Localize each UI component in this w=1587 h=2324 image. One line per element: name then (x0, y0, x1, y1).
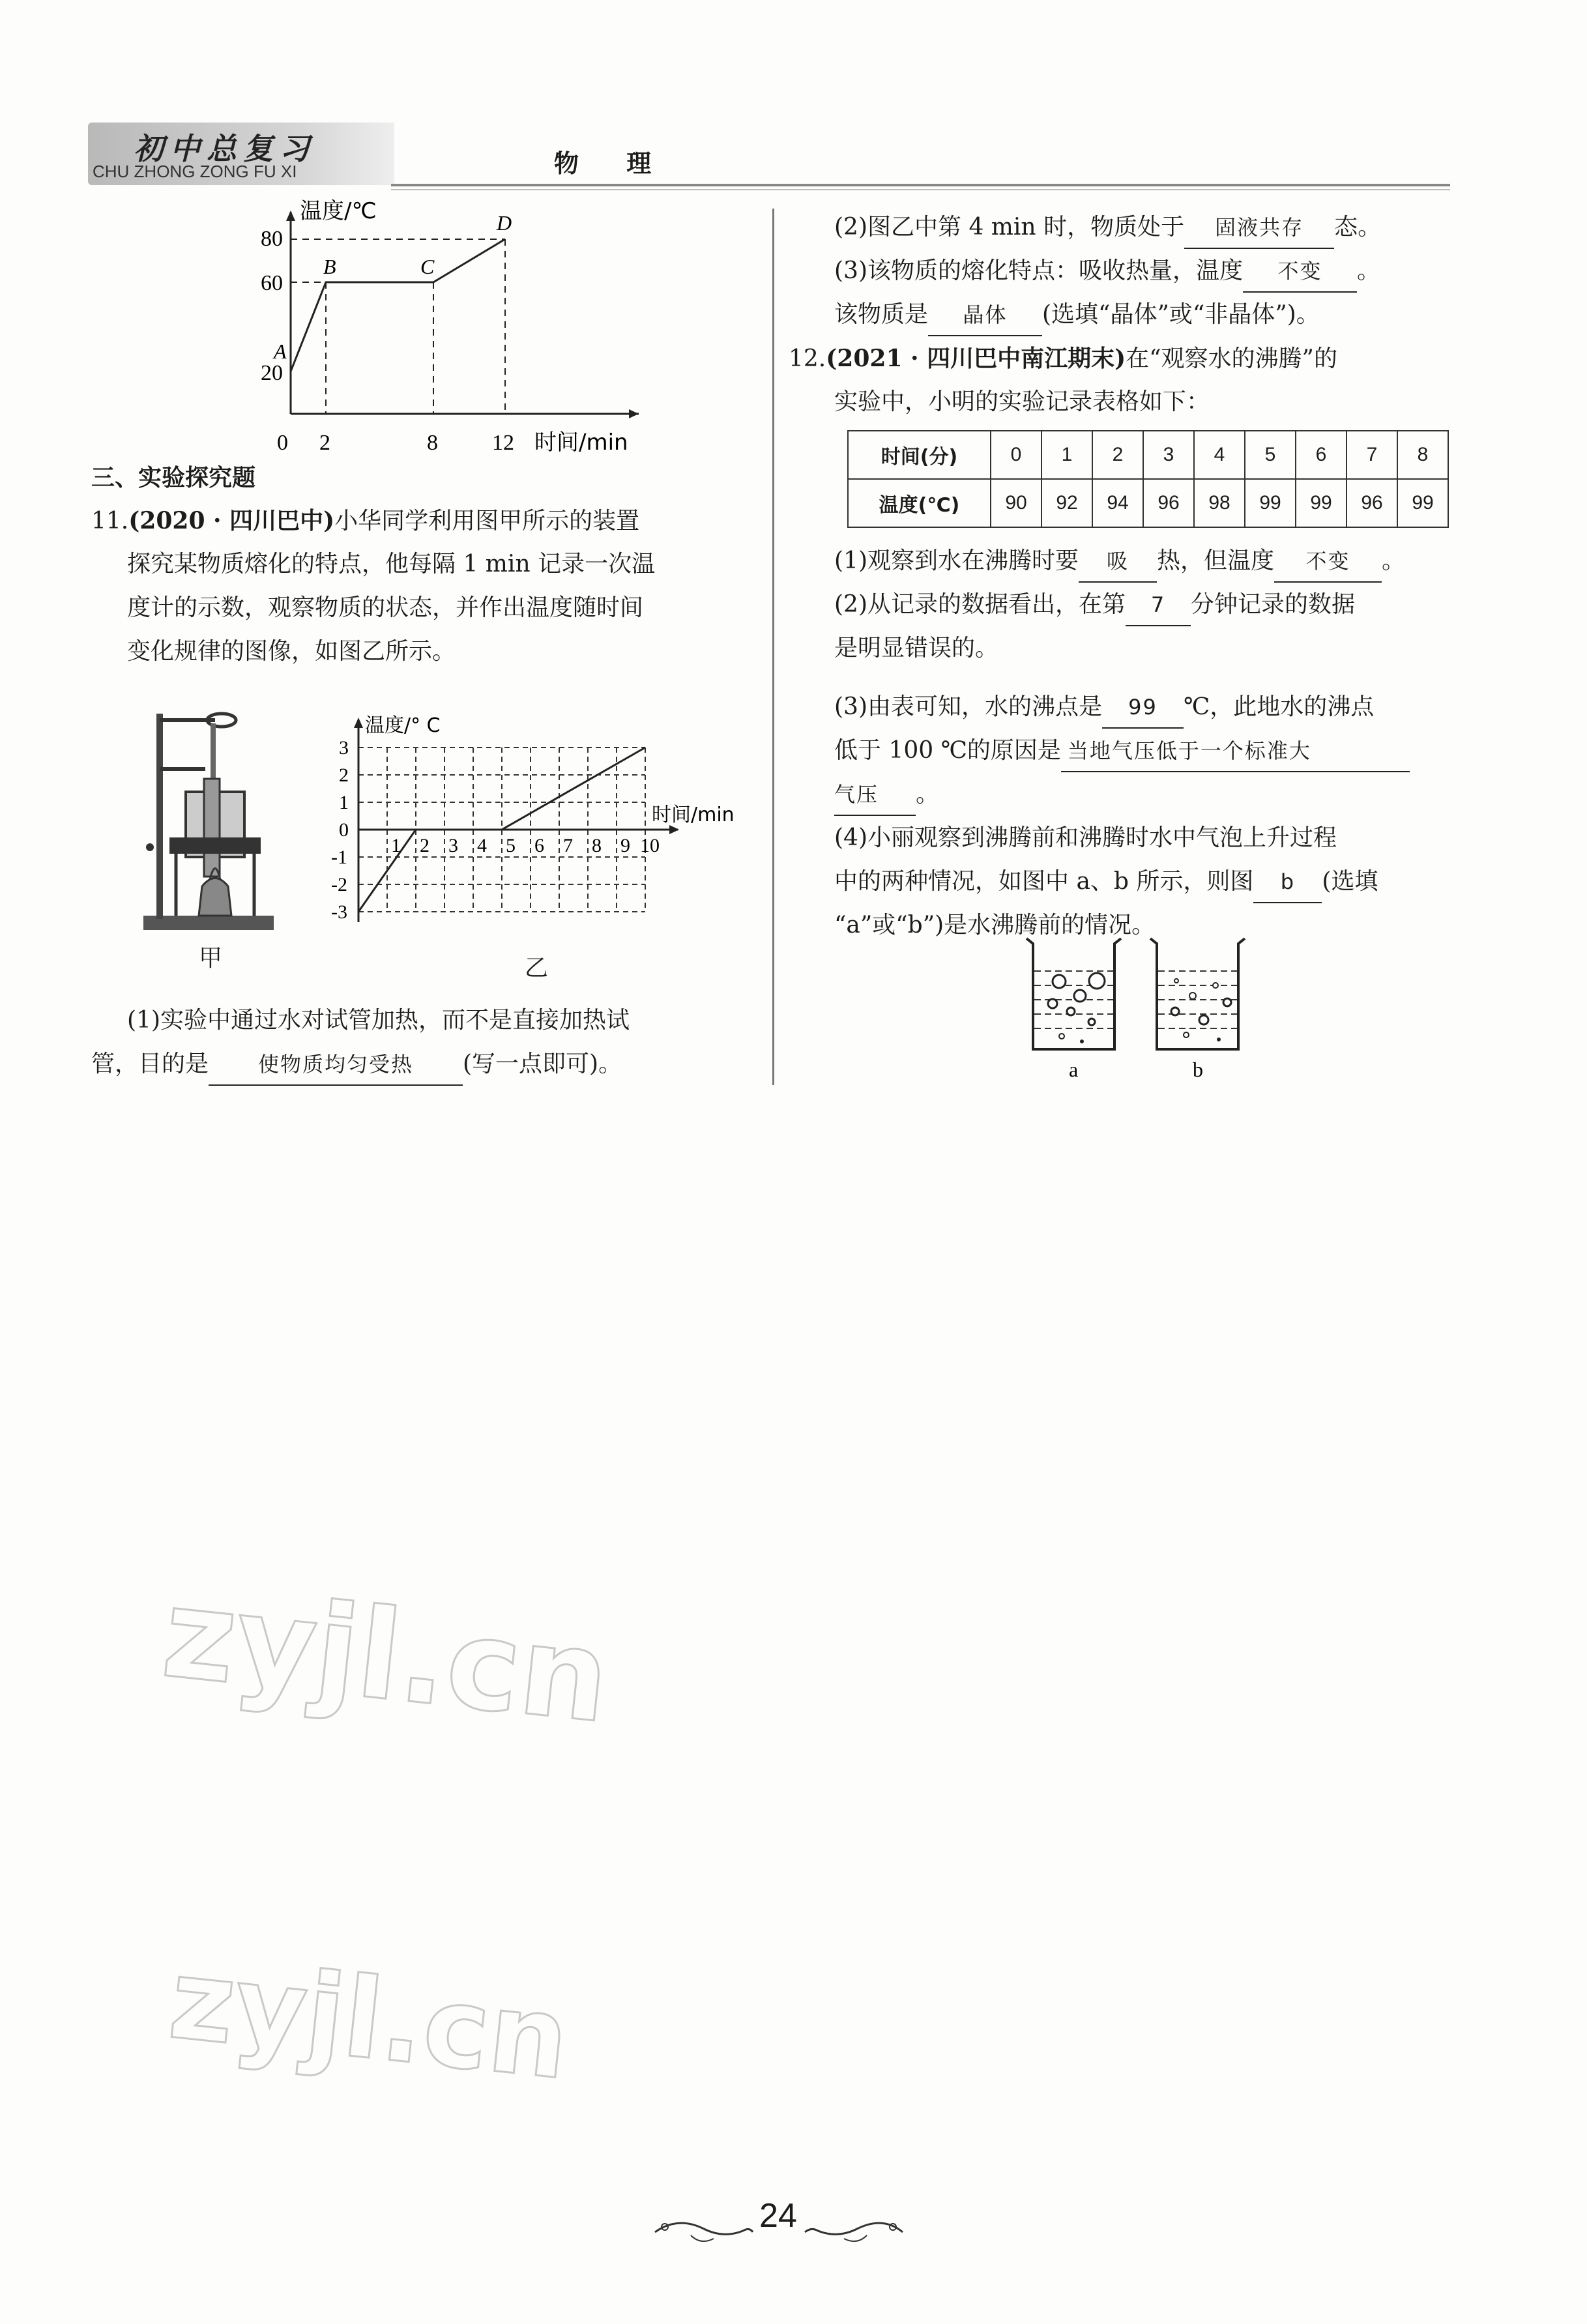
q12-part1-tail: 。 (1382, 547, 1406, 574)
x-tick-2: 2 (420, 835, 430, 856)
q12-part3-prompt: (3)由表可知，水的沸点是 (834, 693, 1102, 720)
table-cell: 99 (1296, 479, 1347, 527)
q12-part4-line2 (834, 862, 1378, 903)
header-rule-thin (391, 189, 1450, 190)
table-cell: 3 (1143, 431, 1194, 479)
watermark: zyjl.cn (156, 1560, 616, 1751)
q11-line-2: 探究某物质熔化的特点，他每隔 1 min 记录一次温 (127, 551, 656, 577)
table-header-temperature: 温度(℃) (848, 479, 991, 527)
x-tick-8: 8 (427, 431, 438, 455)
q12-part2-answer: 7 (1126, 585, 1191, 626)
x-tick-5: 5 (506, 835, 516, 856)
axis-title-x: 时间/min (652, 804, 735, 826)
x-tick-4: 4 (477, 835, 487, 856)
y-tick-3: 3 (339, 737, 349, 759)
q11-part1-line2 (91, 1044, 622, 1086)
x-tick-9: 9 (620, 835, 630, 856)
table-cell: 96 (1143, 479, 1194, 527)
subject-label: 物 理 (554, 149, 671, 178)
q12-number: 12. (789, 345, 826, 372)
q12-part2-prompt: (2)从记录的数据看出，在第 (834, 591, 1126, 618)
table-cell: 94 (1092, 479, 1143, 527)
q12-data-table (847, 430, 1449, 528)
q11-part2 (834, 207, 1381, 249)
q11-part1-tail: (写一点即可)。 (463, 1051, 622, 1077)
watermark: zyjl.cn (164, 1934, 575, 2105)
point-B: B (323, 255, 336, 278)
table-header-time: 时间(分) (848, 431, 991, 479)
q12-part4-tail: (选填 (1322, 868, 1378, 895)
q11-part3-prompt: (3)该物质的熔化特点：吸收热量，温度 (834, 257, 1243, 284)
q11-part3b-answer: 晶体 (928, 295, 1042, 336)
x-tick-6: 6 (534, 835, 544, 856)
x-tick-3: 3 (448, 835, 458, 856)
q12-part3 (834, 687, 1374, 729)
q12-line-1 (789, 338, 1337, 379)
table-cell: 2 (1092, 431, 1143, 479)
figure-label-yi: 乙 (525, 955, 549, 981)
q12-part4-answer: b (1253, 862, 1322, 903)
table-cell: 99 (1397, 479, 1448, 527)
q11-part3-tail: 。 (1357, 257, 1381, 284)
q11-part2-tail: 态。 (1334, 214, 1382, 240)
table-cell: 98 (1194, 479, 1245, 527)
q11-part3b (834, 295, 1320, 336)
table-row-temperature (848, 479, 1448, 527)
q12-part2b: 是明显错误的。 (834, 635, 999, 661)
axis-title-x: 时间/min (534, 429, 628, 456)
x-tick-12: 12 (492, 431, 514, 455)
table-cell: 7 (1347, 431, 1397, 479)
page-number: 24 (759, 2197, 797, 2235)
beaker-label-b: b (1193, 1058, 1203, 1081)
q11-number: 11. (91, 508, 129, 534)
q12-line-2: 实验中，小明的实验记录表格如下： (834, 388, 1210, 415)
y-tick-0: 0 (339, 819, 349, 841)
x-tick-0: 0 (277, 431, 288, 455)
q12-part1-answer: 吸 (1079, 541, 1157, 583)
q11-line-3: 度计的示数，观察物质的状态，并作出温度随时间 (127, 594, 644, 621)
beaker-a (1026, 938, 1121, 1049)
table-row-time (848, 431, 1448, 479)
q12-part3b-answer: 当地气压低于一个标准大 (1061, 731, 1410, 772)
q12-part3b-prompt: 低于 100 ℃的原因是 (834, 737, 1061, 764)
point-A: A (274, 340, 287, 363)
q12-part3c (834, 774, 939, 816)
q12-part3c-answer: 气压 (834, 774, 916, 816)
q12-part3c-tail: 。 (916, 781, 940, 807)
y-tick-1: 1 (339, 792, 349, 813)
header-rule (391, 184, 1450, 186)
column-divider (772, 209, 774, 1085)
axis-title-y: 温度/℃ (300, 199, 377, 224)
q11-part2-answer: 固液共存 (1184, 207, 1334, 249)
q11-part3 (834, 251, 1380, 293)
q12-intro-a: 在“观察水的沸腾”的 (1126, 345, 1337, 372)
axis-title-y: 温度/° C (365, 714, 441, 737)
beaker-figure (1020, 932, 1281, 1082)
q11-line-1 (91, 501, 639, 542)
y-tick-80: 80 (261, 227, 283, 251)
beaker-b (1150, 938, 1245, 1049)
q11-text-1: 小华同学利用图甲所示的装置 (334, 508, 640, 534)
q12-part1-answer2: 不变 (1274, 541, 1382, 583)
table-cell: 92 (1041, 479, 1092, 527)
q11-source: (2020 · 四川巴中) (128, 507, 335, 534)
q12-part2-tail: 分钟记录的数据 (1191, 591, 1356, 618)
q12-part3-tail: ℃，此地水的沸点 (1184, 693, 1375, 720)
q12-part1-prompt: (1)观察到水在沸腾时要 (834, 547, 1079, 574)
table-cell: 5 (1245, 431, 1296, 479)
book-title: 初中总复习 (134, 131, 316, 166)
table-cell: 96 (1347, 479, 1397, 527)
table-cell: 4 (1194, 431, 1245, 479)
x-tick-7: 7 (563, 835, 573, 856)
table-cell: 8 (1397, 431, 1448, 479)
table-cell: 99 (1245, 479, 1296, 527)
q12-source: (2021 · 四川巴中南江期末) (826, 345, 1126, 372)
q11-part1-answer: 使物质均匀受热 (209, 1044, 463, 1086)
q11-line-4: 变化规律的图像，如图乙所示。 (127, 638, 456, 665)
x-tick-10: 10 (640, 835, 660, 856)
table-cell: 1 (1041, 431, 1092, 479)
y-tick-neg1: -1 (331, 847, 347, 868)
q11-part3-answer: 不变 (1243, 251, 1357, 293)
q12-part1-mid: 热，但温度 (1157, 547, 1275, 574)
q12-part4-line1: (4)小丽观察到沸腾前和沸腾时水中气泡上升过程 (834, 824, 1337, 851)
x-tick-2: 2 (319, 431, 330, 455)
section-heading: 三、实验探究题 (91, 464, 256, 491)
melting-graph-yi (313, 707, 756, 948)
x-tick-1: 1 (391, 835, 401, 856)
y-tick-neg2: -2 (331, 874, 347, 895)
x-tick-8: 8 (592, 835, 602, 856)
y-tick-20: 20 (261, 361, 283, 385)
table-cell: 90 (991, 479, 1041, 527)
q12-part1 (834, 541, 1405, 583)
book-title-pinyin: CHU ZHONG ZONG FU XI (93, 162, 297, 181)
figure-label-jia: 甲 (199, 945, 223, 972)
q12-part3-answer: 99 (1102, 687, 1184, 729)
q11-part1-line1: (1)实验中通过水对试管加热，而不是直接加热试 (127, 1007, 630, 1034)
y-tick-2: 2 (339, 764, 349, 786)
q11-part1-prompt: 管，目的是 (91, 1051, 209, 1077)
footer-ornament-right (802, 2213, 906, 2252)
q12-part3b (834, 731, 1410, 772)
q12-part4-prompt: 中的两种情况，如图中 a、b 所示，则图 (834, 868, 1254, 895)
point-D: D (497, 211, 512, 235)
q12-part4-line3: “a”或“b”)是水沸腾前的情况。 (834, 912, 1156, 938)
beaker-label-a: a (1069, 1058, 1079, 1081)
q12-part2 (834, 585, 1355, 626)
table-cell: 6 (1296, 431, 1347, 479)
melting-graph-top (248, 199, 652, 459)
y-tick-60: 60 (261, 271, 283, 295)
point-C: C (420, 255, 435, 278)
q11-part3b-tail: (选填“晶体”或“非晶体”)。 (1042, 301, 1320, 328)
apparatus-figure (137, 701, 280, 942)
table-cell: 0 (991, 431, 1041, 479)
q11-part3b-prompt: 该物质是 (834, 301, 929, 328)
footer-ornament-left (652, 2213, 756, 2252)
q11-part2-prompt: (2)图乙中第 4 min 时，物质处于 (834, 214, 1185, 240)
y-tick-neg3: -3 (331, 901, 347, 923)
